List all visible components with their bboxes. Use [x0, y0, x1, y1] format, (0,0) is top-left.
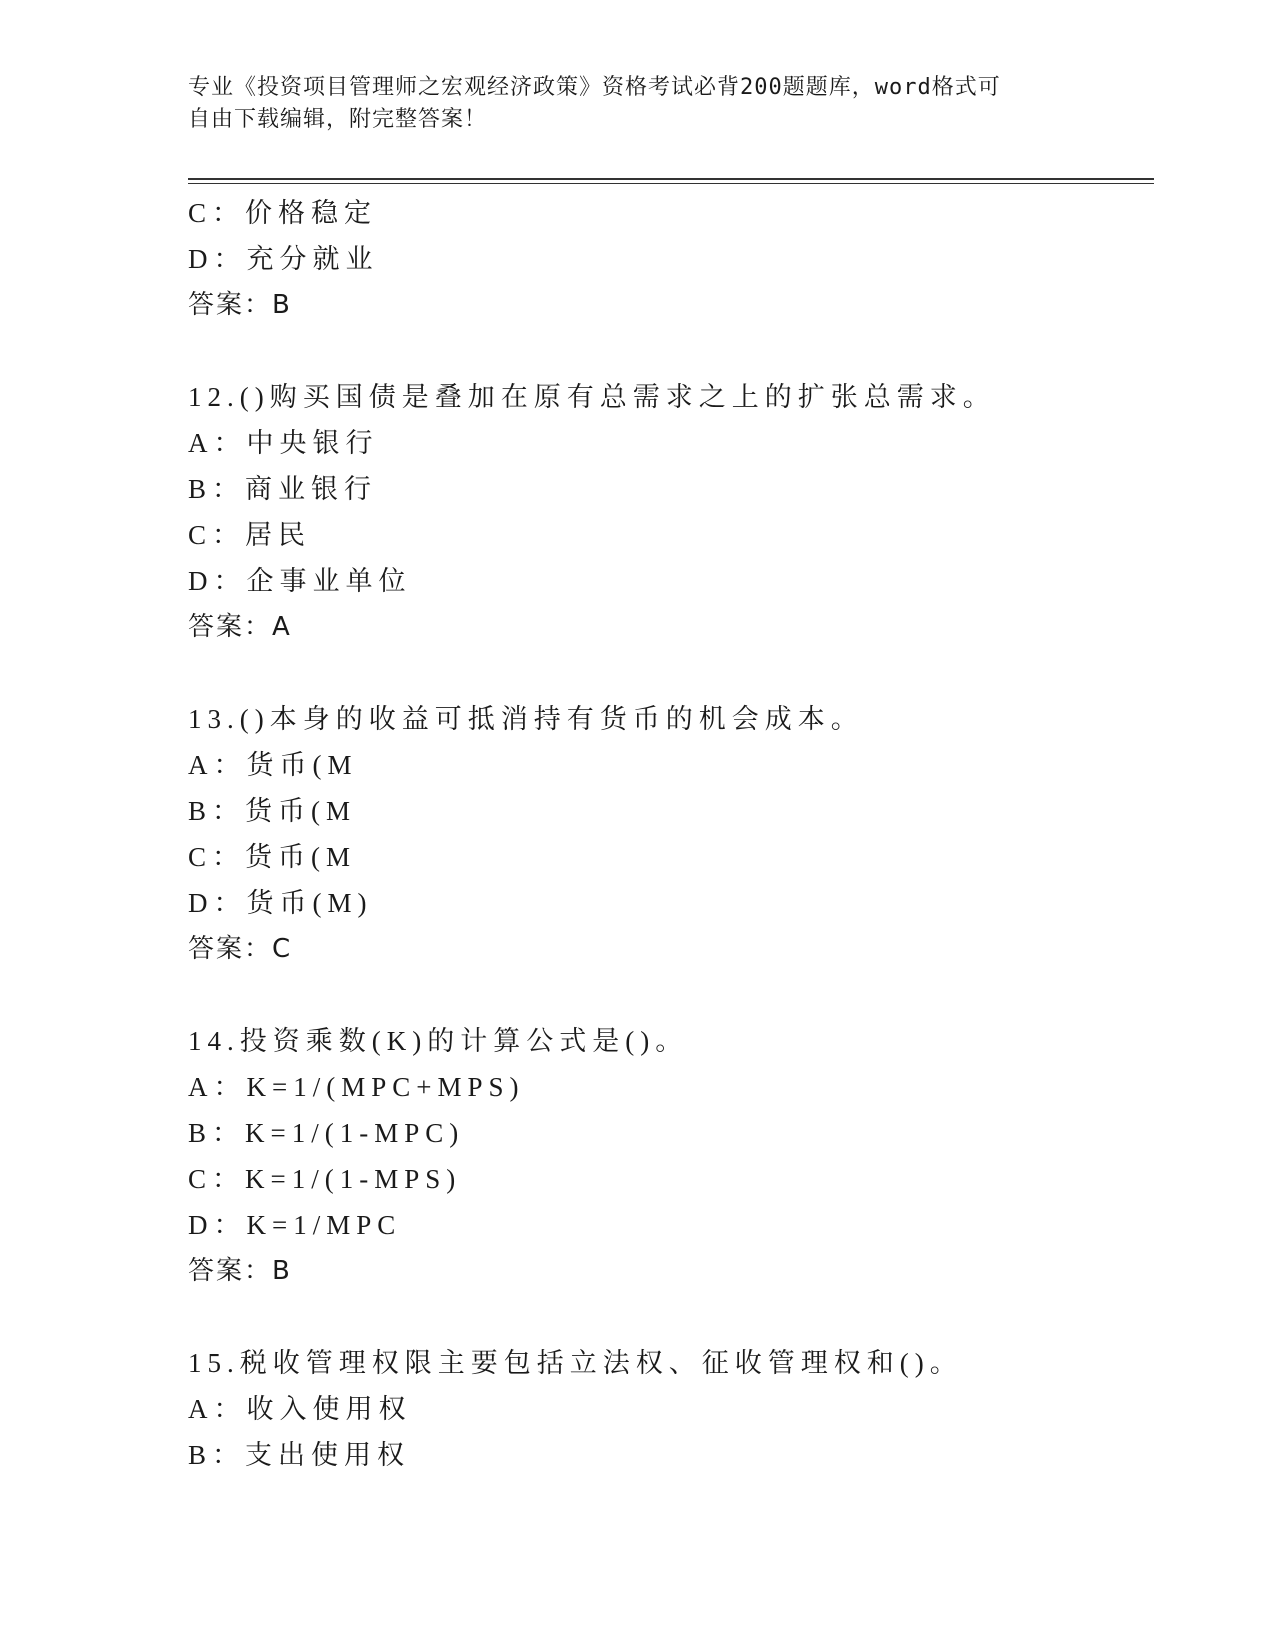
header-line-2: 自由下载编辑，附完整答案！ [188, 107, 488, 132]
header-line-1: 专业《投资项目管理师之宏观经济政策》资格考试必背200题题库，word格式可 [188, 75, 1001, 100]
option-line: C：居民 [188, 520, 312, 550]
document-header [188, 72, 1068, 136]
answer-line: 答案：C [188, 934, 293, 964]
spacer [188, 650, 1154, 696]
option-line: C：K=1/(1-MPS) [188, 1164, 462, 1194]
header-divider-thick [188, 178, 1154, 180]
option-line: C：价格稳定 [188, 198, 378, 228]
spacer [188, 328, 1154, 374]
option-line: B：货币(M [188, 796, 357, 826]
spacer [188, 1294, 1154, 1340]
option-line: A：K=1/(MPC+MPS) [188, 1072, 525, 1102]
question-line: 13.()本身的收益可抵消持有货币的机会成本。 [188, 704, 864, 734]
question-line: 14.投资乘数(K)的计算公式是()。 [188, 1026, 689, 1056]
answer-line: 答案：A [188, 612, 292, 642]
option-line: D：企事业单位 [188, 566, 412, 596]
option-line: A：收入使用权 [188, 1394, 412, 1424]
answer-line: 答案：B [188, 290, 292, 320]
question-line: 12.()购买国债是叠加在原有总需求之上的扩张总需求。 [188, 382, 996, 412]
spacer [188, 972, 1154, 1018]
header-divider-thin [188, 183, 1154, 184]
option-line: A：货币(M [188, 750, 358, 780]
option-line: C：货币(M [188, 842, 357, 872]
option-line: B：商业银行 [188, 474, 378, 504]
option-line: D：充分就业 [188, 244, 379, 274]
option-line: D：K=1/MPC [188, 1210, 402, 1240]
question-list [188, 190, 1154, 1478]
option-line: D：货币(M) [188, 888, 373, 918]
option-line: B：支出使用权 [188, 1440, 411, 1470]
answer-line: 答案：B [188, 1256, 292, 1286]
option-line: B：K=1/(1-MPC) [188, 1118, 465, 1148]
option-line: A：中央银行 [188, 428, 379, 458]
question-line: 15.税收管理权限主要包括立法权、征收管理权和()。 [188, 1348, 963, 1378]
